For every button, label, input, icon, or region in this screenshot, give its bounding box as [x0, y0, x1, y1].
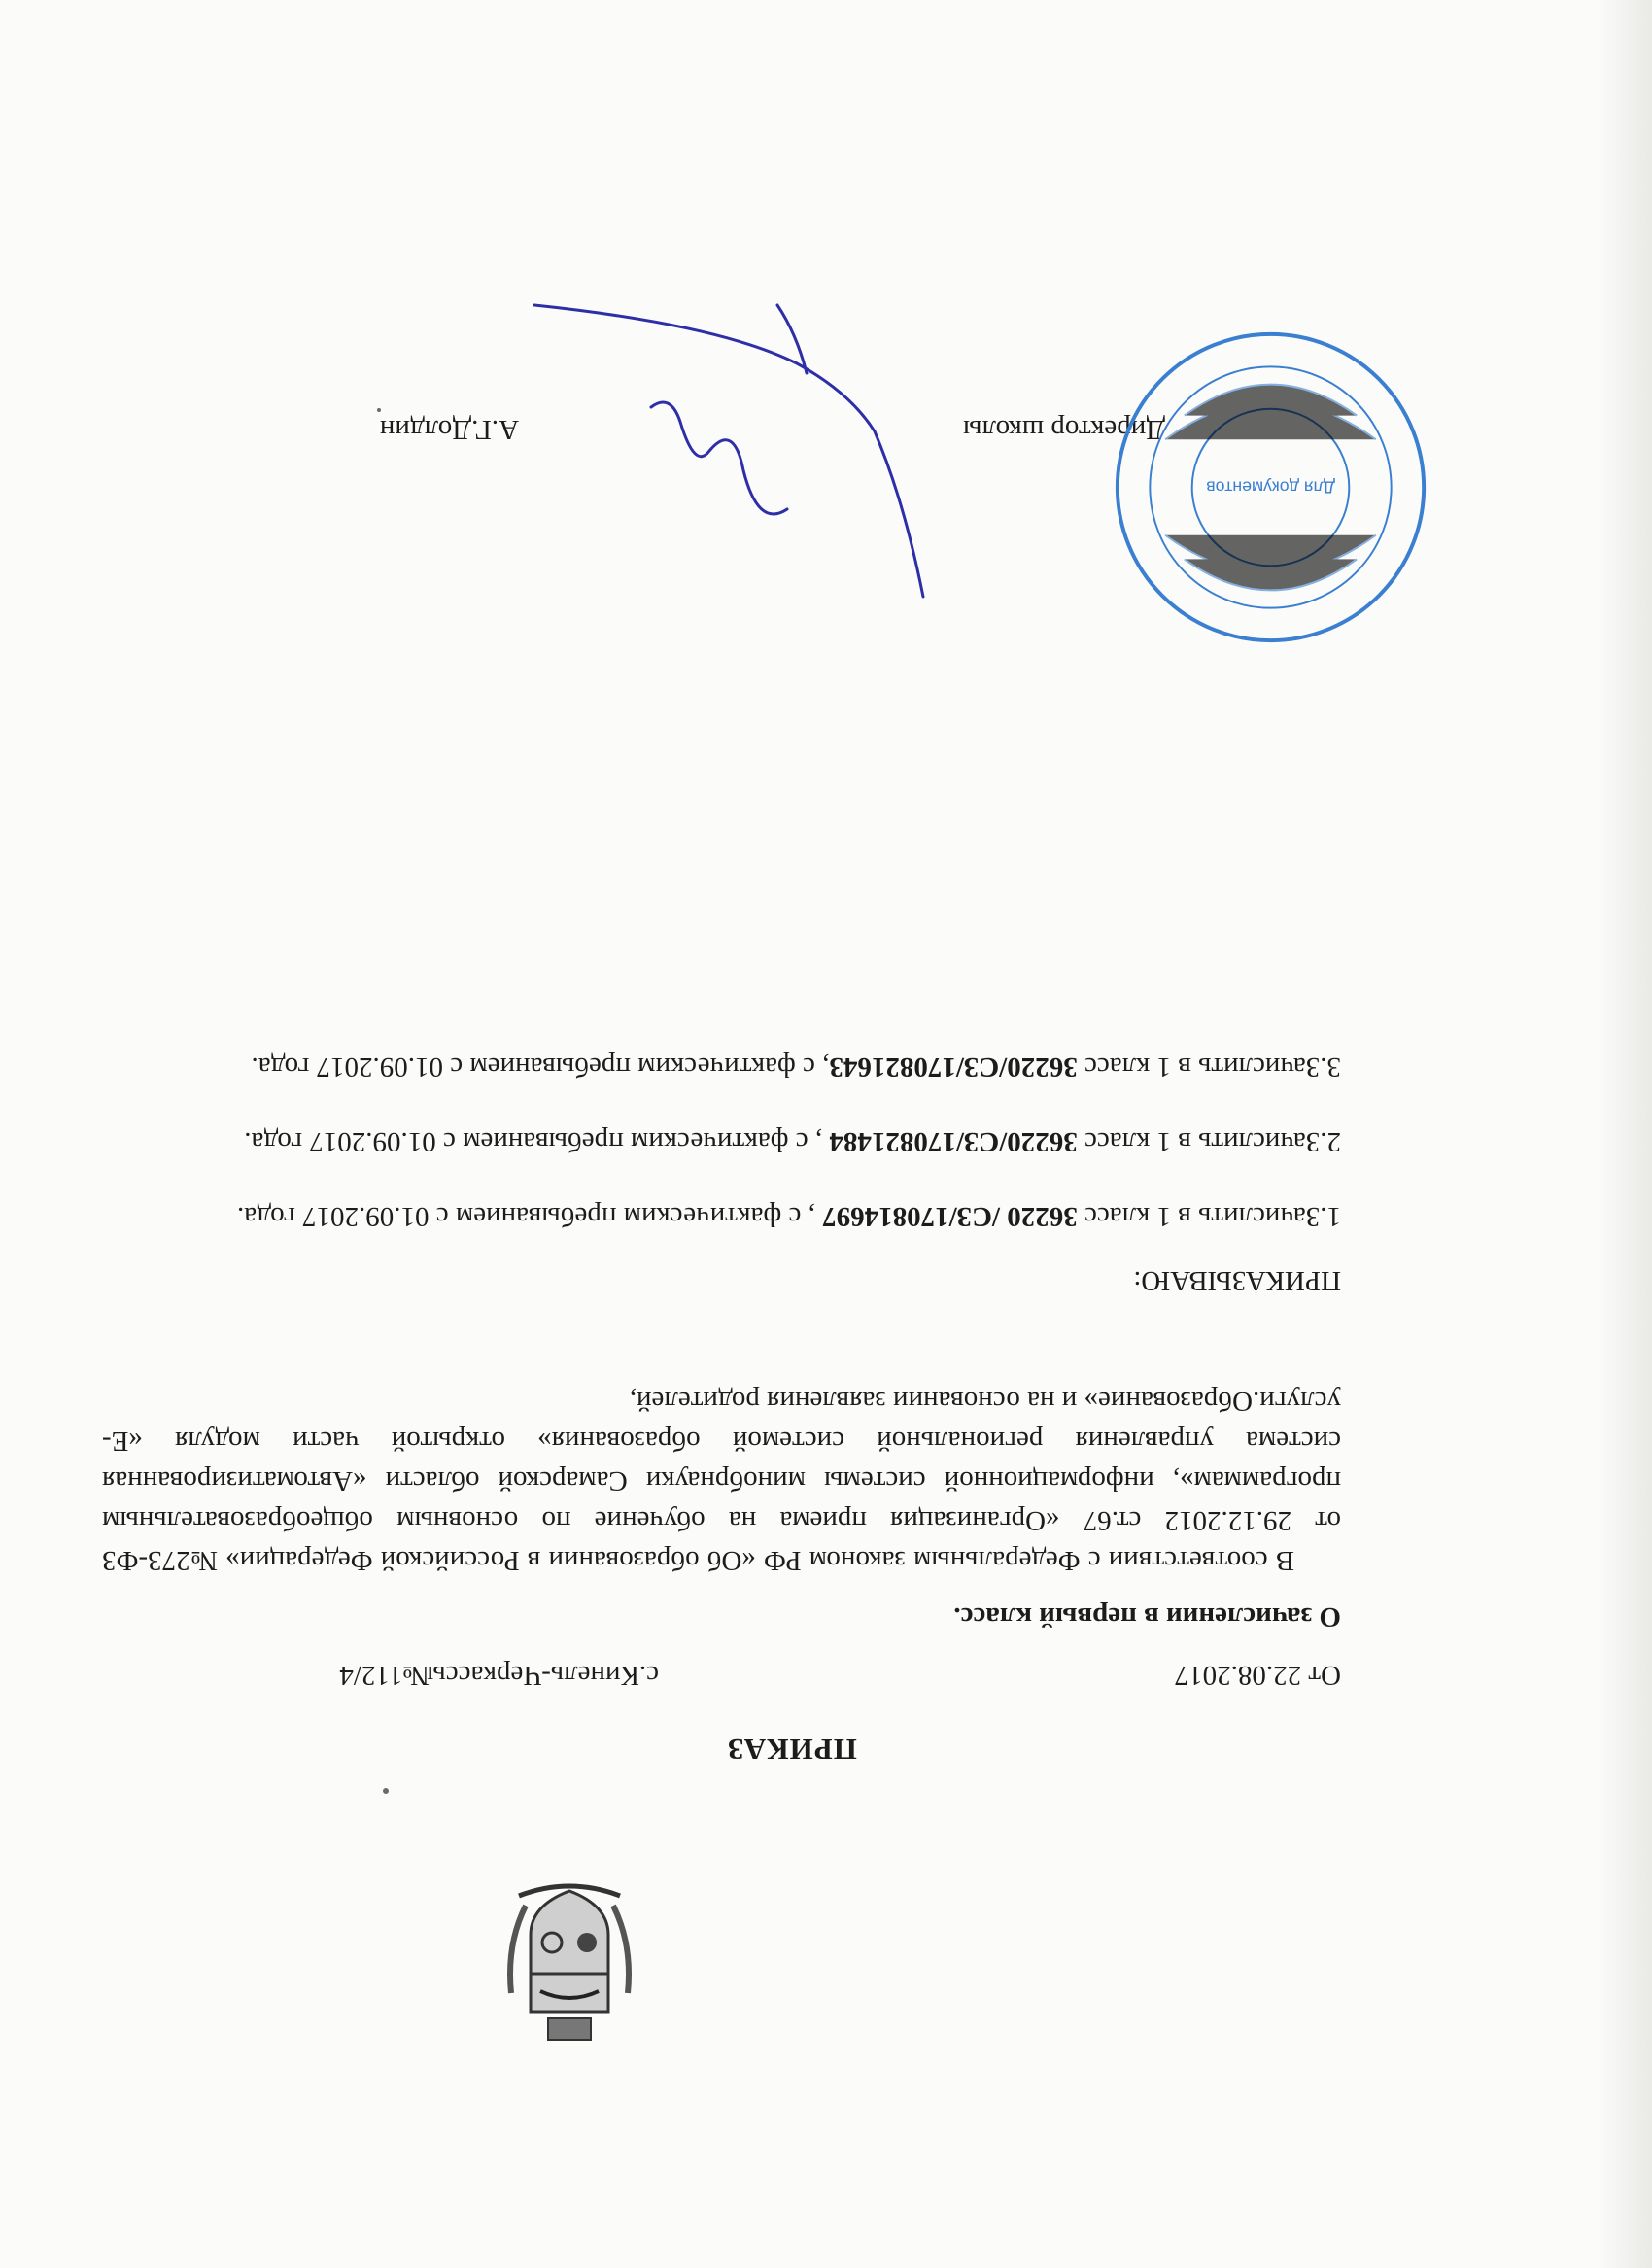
order-place: с.Кинель-Черкассы	[427, 1660, 659, 1691]
official-stamp-icon	[1108, 325, 1433, 650]
order-item-suffix: , с фактическим пребыванием с 01.09.2017 года.	[244, 1126, 830, 1157]
order-item-prefix: 3.Зачислить в 1 класс	[1077, 1051, 1341, 1082]
order-item-suffix: , с фактическим пребыванием с 01.09.2017 года.	[237, 1201, 823, 1232]
order-item	[102, 1121, 1341, 1161]
signature-icon	[496, 295, 943, 616]
svg-text:Для документов: Для документов	[1206, 477, 1335, 498]
order-subject: О зачислении в первый класс.	[953, 1601, 1341, 1632]
scan-speck	[383, 1788, 389, 1794]
preamble-text: В соответствии с Федеральным законом РФ «Об образовании в Российской Федерации» №273-ФЗ от 29.12.2012 ст.67 «Организация приема на обучение по основным общеобразовательным программам», информационной системы минобрнауки Самарской области «Автоматизированная система управления региональной системой образования» открытой части модуля «Е-услуги.Образование» и на основании заявления родителей,	[102, 1386, 1341, 1576]
order-item-prefix: 2.Зачислить в 1 класс	[1077, 1126, 1341, 1157]
order-directive: ПРИКАЗЫВАЮ:	[1133, 1265, 1341, 1296]
signer-name: А.Г.Долдин	[379, 414, 519, 445]
order-number: №112/4	[339, 1660, 430, 1691]
scan-speck	[377, 408, 381, 412]
order-item-suffix: , с фактическим пребыванием с 01.09.2017 года.	[251, 1051, 830, 1082]
order-item-prefix: 1.Зачислить в 1 класс	[1077, 1201, 1341, 1232]
coat-of-arms-icon	[501, 1876, 637, 2051]
order-item-code: 36220/СЗ/170821484	[829, 1126, 1078, 1157]
page-shadow	[1598, 0, 1652, 2268]
order-date: От 22.08.2017	[1174, 1660, 1341, 1691]
order-item	[102, 1047, 1341, 1086]
order-items	[102, 1012, 1341, 1236]
page-title: ПРИКАЗ	[727, 1733, 857, 1767]
signer-title: Директор школы	[963, 414, 1165, 445]
order-item-code: 36220/СЗ/170821643	[829, 1051, 1078, 1082]
order-item-code: 36220 /СЗ/170814697	[822, 1201, 1078, 1232]
order-item	[102, 1196, 1341, 1236]
